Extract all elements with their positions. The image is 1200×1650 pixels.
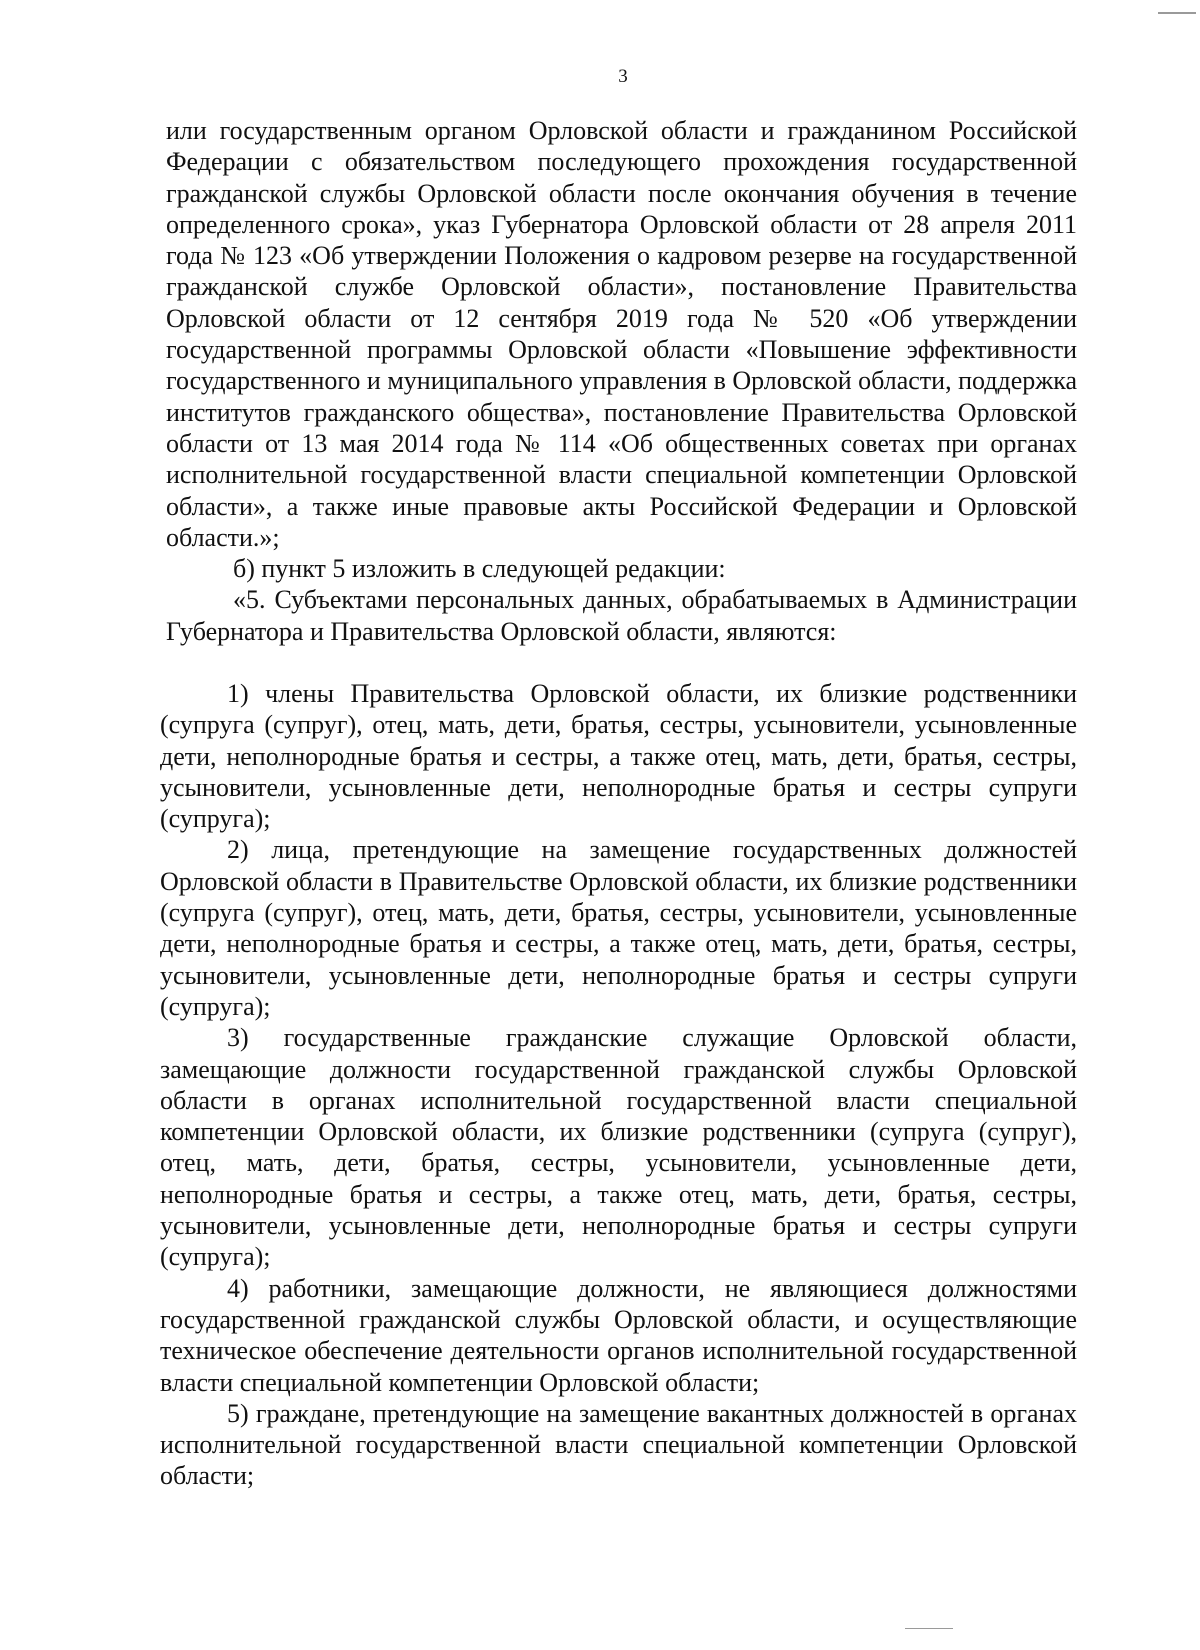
- list-item-4: 4) работники, замещающие должности, не являющиеся должностями государственной гражданской службы Орловской области, и осуществляющие техническое обеспечение деятельности органов исполнительной государственной власти специальной компетенции Орловской области;: [160, 1273, 1077, 1397]
- body-text-upper: [166, 115, 1077, 647]
- list-item-1: 1) члены Правительства Орловской области, их близкие родственники (супруга (супруг), отец, мать, дети, братья, сестры, усыновители, усыновленные дети, неполнородные братья и сестры, а также отец, мать, дети, братья, сестры, усыновители, усыновленные дети, неполнородные братья и сестры супруги (супруга);: [160, 679, 1077, 834]
- scan-artifact-top-right: [1158, 12, 1196, 14]
- list-item-2: 2) лица, претендующие на замещение государственных должностей Орловской области в Правительстве Орловской области, их близкие родственники (супруга (супруг), отец, мать, дети, братья, сестры, усыновители, усыновленные дети, неполнородные братья и сестры, а также отец, мать, дети, братья, сестры, усыновители, усыновленные дети, неполнородные братья и сестры супруги (супруга);: [160, 835, 1077, 1021]
- page-number: 3: [618, 66, 628, 87]
- list-item-5: 5) граждане, претендующие на замещение вакантных должностей в органах исполнительной государственной власти специальной компетенции Орловской области;: [160, 1398, 1077, 1491]
- body-text-lower: [160, 678, 1077, 1492]
- paragraph-point-5: «5. Субъектами персональных данных, обрабатываемых в Администрации Губернатора и Правительства Орловской области, являются:: [166, 585, 1077, 646]
- paragraph-continuation: или государственным органом Орловской области и гражданином Российской Федерации с обязательством последующего прохождения государственной гражданской службы Орловской области после окончания обучения в течение определенного срока», указ Губернатора Орловской области от 28 апреля 2011 года № 123 «Об утверждении Положения о кадровом резерве на государственной гражданской службе Орловской области», постановление Правительства Орловской области от 12 сентября 2019 года № 520 «Об утверждении государственной программы Орловской области «Повышение эффективности государственного и муниципального управления в Орловской области, поддержка институтов гражданского общества», постановление Правительства Орловской области от 13 мая 2014 года № 114 «Об общественных советах при органах исполнительной государственной власти специальной компетенции Орловской области», а также иные правовые акты Российской Федерации и Орловской области.»;: [166, 116, 1077, 552]
- list-item-3: 3) государственные гражданские служащие Орловской области, замещающие должности государственной гражданской службы Орловской области в органах исполнительной государственной власти специальной компетенции Орловской области, их близкие родственники (супруга (супруг), отец, мать, дети, братья, сестры, усыновители, усыновленные дети, неполнородные братья и сестры, а также отец, мать, дети, братья, сестры, усыновители, усыновленные дети, неполнородные братья и сестры супруги (супруга);: [160, 1023, 1077, 1272]
- paragraph-item-b: б) пункт 5 изложить в следующей редакции:: [233, 554, 726, 584]
- scan-artifact-bottom: [905, 1628, 953, 1629]
